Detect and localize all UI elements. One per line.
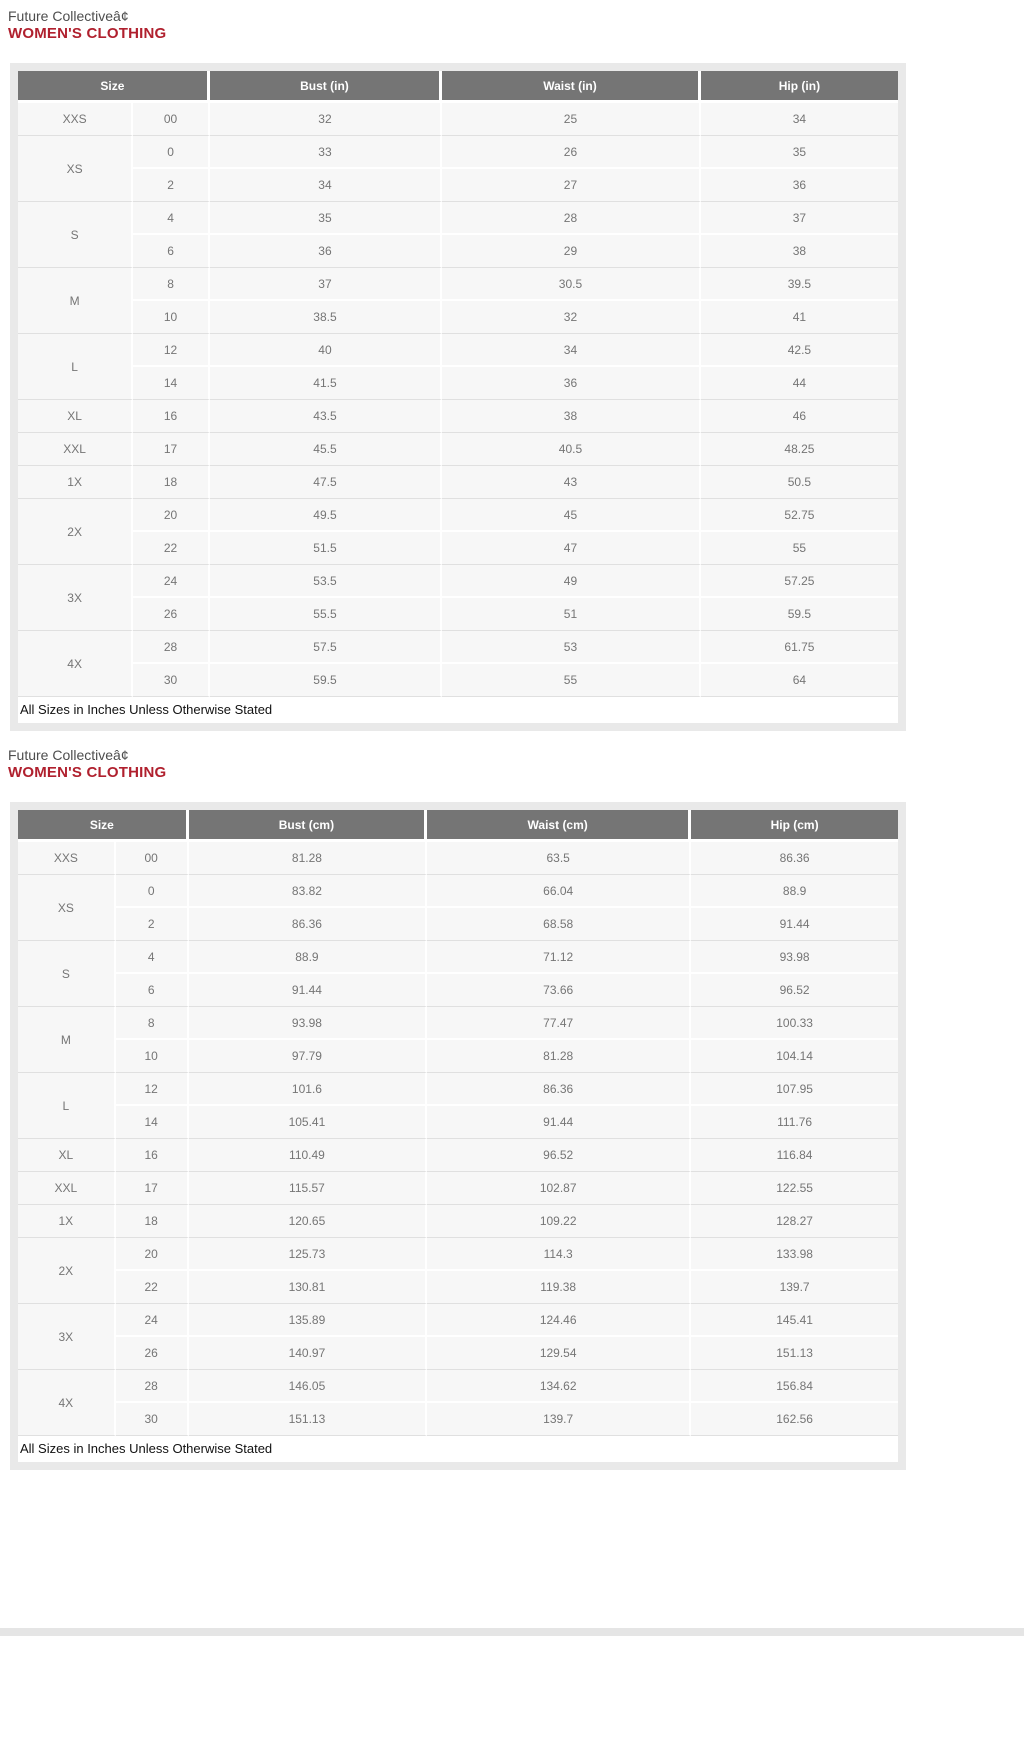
table-row [18,499,898,532]
measurement-cell: 32 [442,301,701,334]
column-header-hip-in: Hip (in) [701,71,898,103]
measurement-cell: 43.5 [210,400,442,433]
size-group-label: M [18,1007,116,1073]
measurement-cell: 55.5 [210,598,442,631]
table-row [18,235,898,268]
measurement-cell: 63.5 [427,842,691,875]
measurement-cell: 102.87 [427,1172,691,1205]
measurement-cell: 151.13 [189,1403,427,1436]
measurement-cell: 73.66 [427,974,691,1007]
size-group-label: S [18,941,116,1007]
measurement-cell: 51.5 [210,532,442,565]
measurement-cell: 97.79 [189,1040,427,1073]
measurement-cell: 38.5 [210,301,442,334]
table-row [18,1139,898,1172]
table-row [18,1403,898,1436]
size-group-label: L [18,334,133,400]
measurement-cell: 104.14 [691,1040,898,1073]
numeric-size-cell: 26 [116,1337,189,1370]
measurement-cell: 162.56 [691,1403,898,1436]
table-row [18,466,898,499]
size-chart-page [0,8,1024,1636]
table-row [18,1304,898,1337]
size-group-label: XL [18,400,133,433]
measurement-cell: 122.55 [691,1172,898,1205]
size-group-label: 3X [18,565,133,631]
measurement-cell: 35 [210,202,442,235]
measurement-cell: 46 [701,400,898,433]
measurement-cell: 134.62 [427,1370,691,1403]
numeric-size-cell: 8 [116,1007,189,1040]
table-row [18,1271,898,1304]
measurement-cell: 91.44 [189,974,427,1007]
numeric-size-cell: 24 [133,565,210,598]
measurement-cell: 139.7 [691,1271,898,1304]
table-row [18,842,898,875]
measurement-cell: 47.5 [210,466,442,499]
measurement-cell: 125.73 [189,1238,427,1271]
sizes-note: All Sizes in Inches Unless Otherwise Stated [18,697,898,723]
measurement-cell: 68.58 [427,908,691,941]
table-row [18,1238,898,1271]
numeric-size-cell: 12 [116,1073,189,1106]
size-group-label: XS [18,136,133,202]
size-table-container-inches [10,63,906,731]
department-title: WOMEN'S CLOTHING [8,25,167,42]
measurement-cell: 35 [701,136,898,169]
measurement-cell: 66.04 [427,875,691,908]
measurement-cell: 34 [210,169,442,202]
numeric-size-cell: 22 [133,532,210,565]
size-group-label: 1X [18,1205,116,1238]
measurement-cell: 77.47 [427,1007,691,1040]
measurement-cell: 55 [442,664,701,697]
measurement-cell: 114.3 [427,1238,691,1271]
numeric-size-cell: 28 [133,631,210,664]
measurement-cell: 45.5 [210,433,442,466]
size-group-label: 1X [18,466,133,499]
measurement-cell: 57.5 [210,631,442,664]
measurement-cell: 86.36 [189,908,427,941]
measurement-cell: 37 [210,268,442,301]
size-chart-section-cm [0,747,1024,1470]
table-row [18,565,898,598]
measurement-cell: 38 [701,235,898,268]
numeric-size-cell: 26 [133,598,210,631]
numeric-size-cell: 16 [133,400,210,433]
measurement-cell: 110.49 [189,1139,427,1172]
measurement-cell: 96.52 [691,974,898,1007]
measurement-cell: 44 [701,367,898,400]
size-group-label: XL [18,1139,116,1172]
numeric-size-cell: 28 [116,1370,189,1403]
table-row [18,875,898,908]
measurement-cell: 49.5 [210,499,442,532]
measurement-cell: 93.98 [691,941,898,974]
table-row [18,334,898,367]
measurement-cell: 49 [442,565,701,598]
measurement-cell: 38 [442,400,701,433]
table-row [18,1007,898,1040]
measurement-cell: 115.57 [189,1172,427,1205]
numeric-size-cell: 17 [116,1172,189,1205]
measurement-cell: 39.5 [701,268,898,301]
measurement-cell: 47 [442,532,701,565]
measurement-cell: 32 [210,103,442,136]
measurement-cell: 145.41 [691,1304,898,1337]
measurement-cell: 128.27 [691,1205,898,1238]
measurement-cell: 130.81 [189,1271,427,1304]
measurement-cell: 41.5 [210,367,442,400]
measurement-cell: 86.36 [427,1073,691,1106]
measurement-cell: 48.25 [701,433,898,466]
measurement-cell: 55 [701,532,898,565]
size-group-label: L [18,1073,116,1139]
size-group-label: 3X [18,1304,116,1370]
measurement-cell: 100.33 [691,1007,898,1040]
size-group-label: S [18,202,133,268]
measurement-cell: 120.65 [189,1205,427,1238]
table-row [18,268,898,301]
measurement-cell: 109.22 [427,1205,691,1238]
table-row [18,1073,898,1106]
numeric-size-cell: 00 [133,103,210,136]
table-row [18,941,898,974]
table-row [18,433,898,466]
measurement-cell: 34 [442,334,701,367]
measurement-cell: 101.6 [189,1073,427,1106]
measurement-cell: 71.12 [427,941,691,974]
measurement-cell: 43 [442,466,701,499]
measurement-cell: 57.25 [701,565,898,598]
measurement-cell: 40 [210,334,442,367]
measurement-cell: 81.28 [427,1040,691,1073]
column-header-waist-in: Waist (in) [442,71,701,103]
numeric-size-cell: 0 [133,136,210,169]
column-header-size: Size [18,71,210,103]
measurement-cell: 41 [701,301,898,334]
measurement-cell: 107.95 [691,1073,898,1106]
measurement-cell: 86.36 [691,842,898,875]
column-header-hip-cm: Hip (cm) [691,810,898,842]
table-row [18,532,898,565]
measurement-cell: 40.5 [442,433,701,466]
measurement-cell: 93.98 [189,1007,427,1040]
table-row [18,1205,898,1238]
table-row [18,202,898,235]
numeric-size-cell: 24 [116,1304,189,1337]
measurement-cell: 28 [442,202,701,235]
measurement-cell: 140.97 [189,1337,427,1370]
measurement-cell: 36 [701,169,898,202]
numeric-size-cell: 10 [133,301,210,334]
size-group-label: XS [18,875,116,941]
department-title: WOMEN'S CLOTHING [8,764,167,781]
table-row [18,400,898,433]
brand-name: Future Collectiveâ¢ [8,747,129,763]
measurement-cell: 27 [442,169,701,202]
measurement-cell: 53 [442,631,701,664]
measurement-cell: 59.5 [210,664,442,697]
table-row [18,631,898,664]
column-header-size: Size [18,810,189,842]
numeric-size-cell: 00 [116,842,189,875]
table-row [18,598,898,631]
measurement-cell: 51 [442,598,701,631]
table-row [18,301,898,334]
numeric-size-cell: 2 [133,169,210,202]
table-row [18,1337,898,1370]
measurement-cell: 30.5 [442,268,701,301]
numeric-size-cell: 6 [133,235,210,268]
table-row [18,136,898,169]
measurement-cell: 81.28 [189,842,427,875]
measurement-cell: 135.89 [189,1304,427,1337]
numeric-size-cell: 18 [116,1205,189,1238]
measurement-cell: 61.75 [701,631,898,664]
size-group-label: M [18,268,133,334]
table-row [18,1106,898,1139]
numeric-size-cell: 10 [116,1040,189,1073]
measurement-cell: 119.38 [427,1271,691,1304]
numeric-size-cell: 0 [116,875,189,908]
numeric-size-cell: 2 [116,908,189,941]
measurement-cell: 91.44 [427,1106,691,1139]
measurement-cell: 96.52 [427,1139,691,1172]
size-chart-section-inches [0,8,1024,731]
measurement-cell: 83.82 [189,875,427,908]
measurement-cell: 29 [442,235,701,268]
numeric-size-cell: 30 [133,664,210,697]
measurement-cell: 129.54 [427,1337,691,1370]
brand-name: Future Collectiveâ¢ [8,8,129,24]
table-row [18,367,898,400]
table-row [18,664,898,697]
measurement-cell: 52.75 [701,499,898,532]
measurement-cell: 146.05 [189,1370,427,1403]
table-row [18,908,898,941]
size-group-label: 4X [18,1370,116,1436]
measurement-cell: 105.41 [189,1106,427,1139]
table-row [18,974,898,1007]
size-table-cm [18,810,898,1436]
numeric-size-cell: 14 [116,1106,189,1139]
measurement-cell: 88.9 [691,875,898,908]
measurement-cell: 42.5 [701,334,898,367]
table-row [18,1370,898,1403]
size-table-container-cm [10,802,906,1470]
measurement-cell: 26 [442,136,701,169]
bottom-divider [0,1628,1024,1636]
numeric-size-cell: 30 [116,1403,189,1436]
measurement-cell: 156.84 [691,1370,898,1403]
sizes-note: All Sizes in Inches Unless Otherwise Stated [18,1436,898,1462]
numeric-size-cell: 14 [133,367,210,400]
measurement-cell: 36 [442,367,701,400]
measurement-cell: 50.5 [701,466,898,499]
numeric-size-cell: 4 [133,202,210,235]
measurement-cell: 133.98 [691,1238,898,1271]
numeric-size-cell: 20 [133,499,210,532]
measurement-cell: 34 [701,103,898,136]
table-row [18,1040,898,1073]
measurement-cell: 36 [210,235,442,268]
size-group-label: XXS [18,842,116,875]
numeric-size-cell: 18 [133,466,210,499]
size-table-inches [18,71,898,697]
size-group-label: 2X [18,1238,116,1304]
size-group-label: XXL [18,1172,116,1205]
measurement-cell: 116.84 [691,1139,898,1172]
measurement-cell: 91.44 [691,908,898,941]
column-header-waist-cm: Waist (cm) [427,810,691,842]
column-header-bust-cm: Bust (cm) [189,810,427,842]
numeric-size-cell: 17 [133,433,210,466]
size-group-label: XXS [18,103,133,136]
measurement-cell: 88.9 [189,941,427,974]
measurement-cell: 37 [701,202,898,235]
numeric-size-cell: 6 [116,974,189,1007]
measurement-cell: 25 [442,103,701,136]
table-row [18,1172,898,1205]
numeric-size-cell: 4 [116,941,189,974]
measurement-cell: 33 [210,136,442,169]
measurement-cell: 111.76 [691,1106,898,1139]
numeric-size-cell: 22 [116,1271,189,1304]
size-group-label: 2X [18,499,133,565]
measurement-cell: 59.5 [701,598,898,631]
table-row [18,169,898,202]
numeric-size-cell: 16 [116,1139,189,1172]
numeric-size-cell: 8 [133,268,210,301]
numeric-size-cell: 20 [116,1238,189,1271]
measurement-cell: 124.46 [427,1304,691,1337]
measurement-cell: 53.5 [210,565,442,598]
table-row [18,103,898,136]
size-group-label: XXL [18,433,133,466]
measurement-cell: 64 [701,664,898,697]
size-group-label: 4X [18,631,133,697]
column-header-bust-in: Bust (in) [210,71,442,103]
numeric-size-cell: 12 [133,334,210,367]
measurement-cell: 151.13 [691,1337,898,1370]
measurement-cell: 45 [442,499,701,532]
measurement-cell: 139.7 [427,1403,691,1436]
